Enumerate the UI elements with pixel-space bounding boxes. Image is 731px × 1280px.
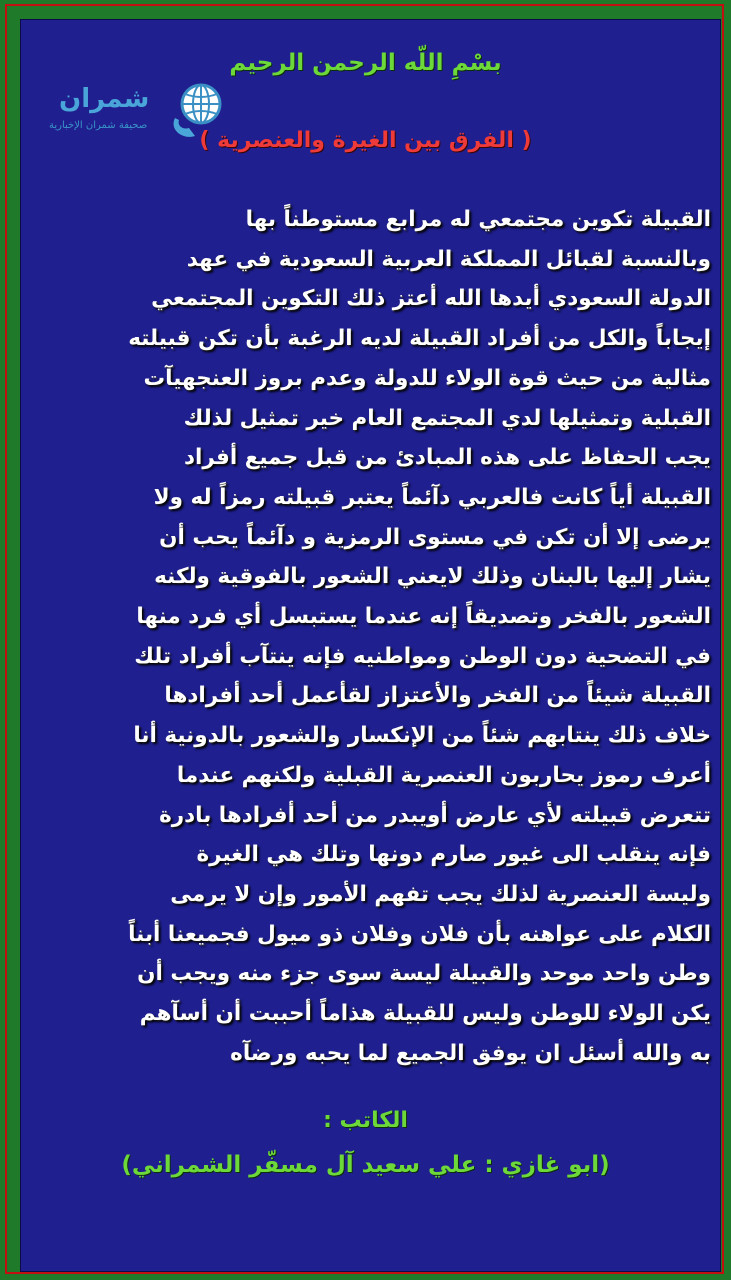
article-line: يجب الحفاظ على هذه المبادئ من قبل جميع أفراد: [183, 445, 711, 471]
article-line: يرضى إلا أن تكن في مستوى الرمزية و دآئماً يحب أن: [159, 524, 711, 550]
article-line: الدولة السعودي أيدها الله أعتز ذلك التكوين المجتمعي: [151, 286, 711, 312]
article-line: خلاف ذلك ينتابهم شئاً من الإنكسار والشعور بالدونية أنا: [133, 723, 711, 749]
article-line: الشعور بالفخر وتصديقاً إنه عندما يستبسل أي فرد منها: [136, 604, 711, 630]
article-line: فإنه ينقلب الى غيور صارم دونها وتلك هي الغيرة: [196, 842, 711, 868]
article-line: الكلام على عواهنه بأن فلان وفلان ذو ميول فجميعنا أبناً: [128, 921, 711, 947]
article-line: يشار إليها بالبنان وذلك لايعني الشعور بالفوقية ولكنه: [154, 564, 711, 590]
article-line: أعرف رموز يحاربون العنصرية القبلية ولكنهم عندما: [176, 762, 711, 788]
logo-name: شمران: [59, 84, 150, 114]
logo-tagline: صحيفة شمران الإخبارية: [49, 120, 148, 131]
article-line: إيجاباً والكل من أفراد القبيلة لديه الرغبة بأن تكن قبيلته: [128, 326, 711, 352]
article-line: مثالية من حيث قوة الولاء للدولة وعدم بروز العنجهيآت: [143, 365, 711, 391]
article-line: به والله أسئل ان يوفق الجميع لما يحبه ورضآه: [230, 1040, 711, 1066]
article-line: يكن الولاء للوطن وليس للقبيلة هذاماً أحببت أن أسآهم: [139, 1001, 711, 1027]
article-line: القبيلة أياً كانت فالعربي دآئماً يعتبر قبيلته رمزاً له ولا: [153, 484, 711, 510]
article-line: القبيلة تكوين مجتمعي له مرابع مستوطناً بها: [245, 207, 711, 232]
article-line: تتعرض قبيلته لأي عارض أويبدر من أحد أفرادها بادرة: [159, 802, 711, 828]
basmala-heading: بسْمِ اللّه الرحمن الرحيم: [229, 50, 502, 76]
article-line: وبالنسبة لقبائل المملكة العربية السعودية في عهد: [186, 246, 711, 272]
article-line: القبلية وتمثيلها لدي المجتمع العام خير تمثيل لذلك: [183, 405, 711, 431]
article-line: وليسة العنصرية لذلك يجب تفهم الأمور وإن لا يرمى: [170, 881, 711, 907]
author-name: (ابو غازي : علي سعيد آل مسفّر الشمراني): [121, 1152, 610, 1178]
author-label: الكاتب :: [323, 1108, 408, 1133]
article-line: في التضحية دون الوطن ومواطنيه فإنه ينتآب أفراد تلك: [134, 643, 711, 669]
article-body: [20, 200, 711, 1073]
article-title: ( الفرق بين الغيرة والعنصرية ): [199, 128, 532, 153]
article-line: وطن واحد موحد والقبيلة ليسة سوى جزء منه ويجب أن: [137, 961, 711, 987]
article-line: القبيلة شيئاً من الفخر والأعتزاز لقأعمل أحد أفرادها: [164, 683, 711, 709]
